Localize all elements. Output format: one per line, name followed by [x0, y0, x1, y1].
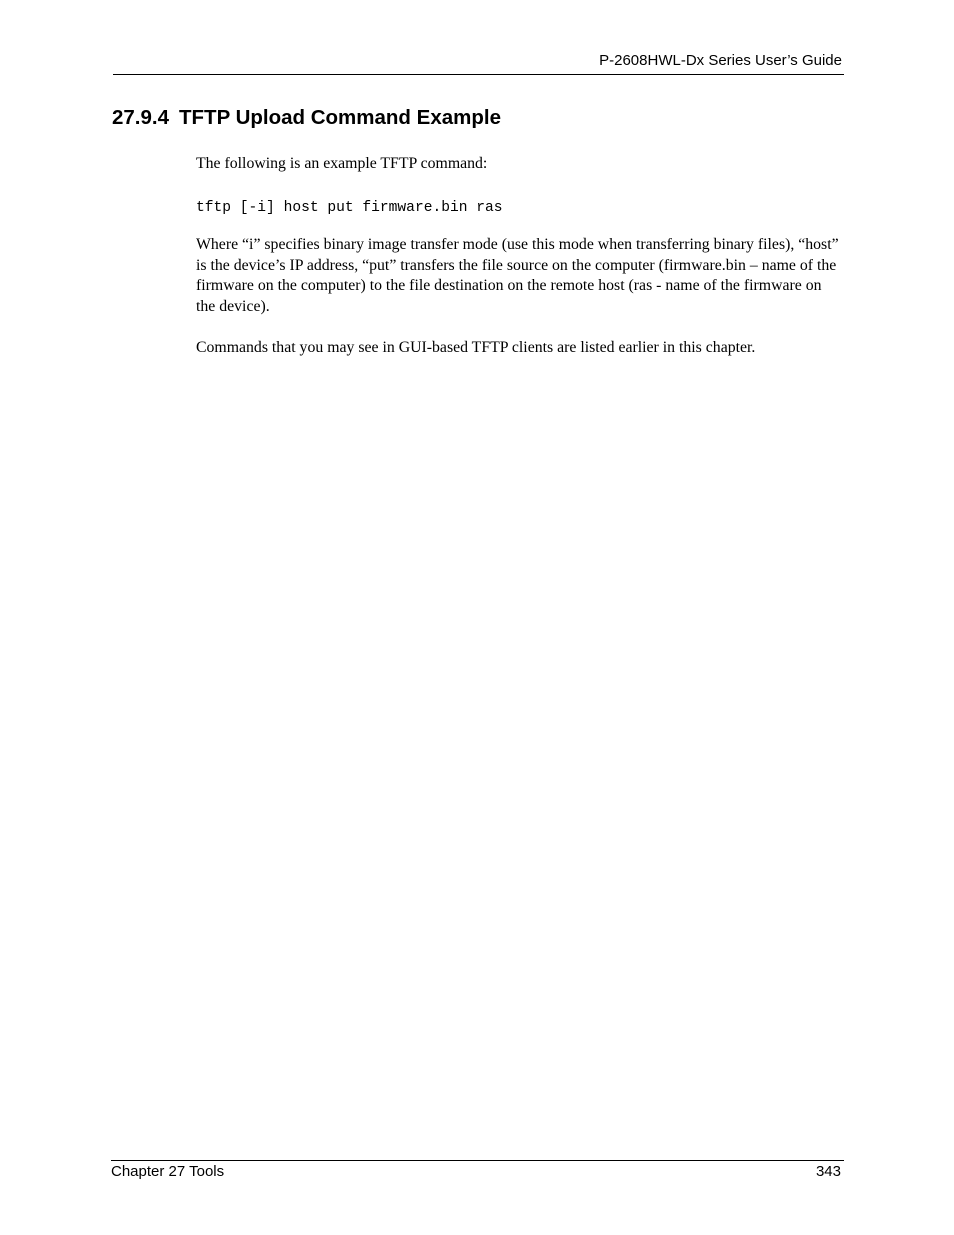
section-heading: [112, 105, 501, 131]
tftp-command-example: tftp [-i] host put firmware.bin ras: [196, 200, 503, 216]
page-header: [113, 50, 844, 75]
section-number: 27.9.4: [112, 106, 169, 129]
parameter-description-paragraph: Where “i” specifies binary image transfer mode (use this mode when transferring binary files), “host” is the device’s IP address, “put” transfers the file source on the computer (firmware.bin – name of the firmware on the computer) to the file destination on the remote host (ras - name of the firmware on the device).: [196, 236, 839, 315]
section-title: TFTP Upload Command Example: [179, 106, 501, 129]
footer-chapter: Chapter 27 Tools: [111, 1163, 225, 1180]
page-number: 343: [815, 1163, 841, 1180]
page-footer: [111, 1160, 844, 1185]
intro-paragraph: The following is an example TFTP command:: [196, 155, 488, 172]
gui-commands-note: Commands that you may see in GUI-based TFTP clients are listed earlier in this chapter.: [196, 339, 756, 356]
guide-title: P-2608HWL-Dx Series User’s Guide: [599, 52, 842, 69]
